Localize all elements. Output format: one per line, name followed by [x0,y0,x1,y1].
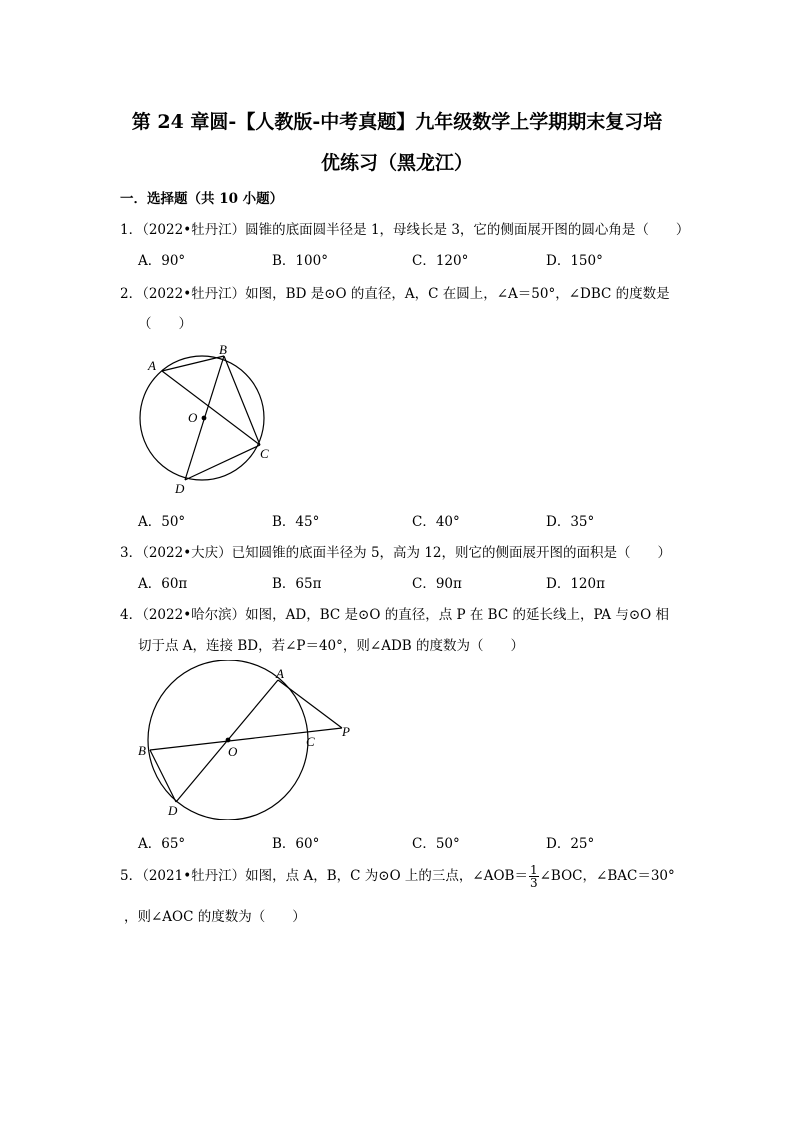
option-b: B．60° [272,836,320,852]
question-number: 4． [120,607,143,623]
option-c: C．40° [412,514,460,530]
question-5 [120,864,675,889]
question-3 [120,541,671,561]
question-4 [120,603,669,623]
circle-figure-q2 [130,338,280,498]
question-text: 已知圆锥的底面半径为 5，高为 12，则它的侧面展开图的面积是（ ） [231,545,672,561]
label-o: O [228,744,238,759]
question-text: 如图，点 A，B，C 为⊙O 上的三点，∠AOB＝ [245,868,528,884]
segment-dc [185,445,260,480]
question-number: 5． [120,868,143,884]
question-source: （2022•哈尔滨） [142,607,246,623]
label-b: B [138,743,146,758]
option-d: D．35° [546,514,595,530]
option-a: A．90° [138,253,186,269]
question-number: 2． [120,286,143,302]
label-d: D [168,803,178,818]
question-number: 3． [120,545,143,561]
label-a: A [148,358,156,373]
option-c: C．50° [412,836,460,852]
tangent-pa [278,680,342,728]
question-text: 如图，AD，BC 是⊙O 的直径，点 P 在 BC 的延长线上，PA 与⊙O 相 [245,607,670,623]
question-source: （2022•牡丹江） [142,222,246,238]
option-b: B．65π [272,576,322,592]
question-source: （2022•牡丹江） [142,286,246,302]
label-p: P [342,724,350,739]
question-4-continuation: 切于点 A，连接 BD，若∠P＝40°，则∠ADB 的度数为（ ） [138,638,524,654]
fraction-one-third [529,864,539,889]
question-2 [120,282,670,302]
option-a: A．50° [138,514,186,530]
question-text-cont: ∠BOC，∠BAC＝30° [539,868,675,884]
fraction-denominator: 3 [529,876,538,890]
question-number: 1． [120,222,143,238]
document-title-line2: 优练习（黑龙江） [320,152,473,174]
question-5-continuation: ，则∠AOC 的度数为（ ） [124,909,306,925]
option-d: D．120π [546,576,605,592]
question-1 [120,218,689,238]
document-title-line1: 第 24 章圆-【人教版-中考真题】九年级数学上学期期末复习培 [131,111,663,133]
question-text: 圆锥的底面圆半径是 1，母线长是 3，它的侧面展开图的圆心角是（ ） [245,222,690,238]
option-a: A．60π [138,576,188,592]
option-d: D．150° [546,253,603,269]
label-c: C [306,734,315,749]
segment-bd [150,750,176,802]
section-heading: 一．选择题（共 10 小题） [120,191,284,207]
option-b: B．45° [272,514,320,530]
label-a: A [276,666,284,681]
circle-figure-q4 [130,660,360,820]
option-a: A．65° [138,836,186,852]
label-o: O [188,410,198,425]
option-b: B．100° [272,253,328,269]
label-b: B [219,342,227,357]
center-point [202,416,207,421]
question-source: （2021•牡丹江） [142,868,246,884]
label-d: D [175,481,185,496]
question-text: 如图，BD 是⊙O 的直径，A，C 在圆上，∠A＝50°，∠DBC 的度数是 [245,286,670,302]
option-d: D．25° [546,836,595,852]
fraction-numerator: 1 [529,863,538,877]
question-source: （2022•大庆） [142,545,232,561]
label-c: C [260,446,269,461]
option-c: C．90π [412,576,462,592]
option-c: C．120° [412,253,469,269]
center-point [226,738,231,743]
question-2-continuation: （ ） [138,316,192,332]
